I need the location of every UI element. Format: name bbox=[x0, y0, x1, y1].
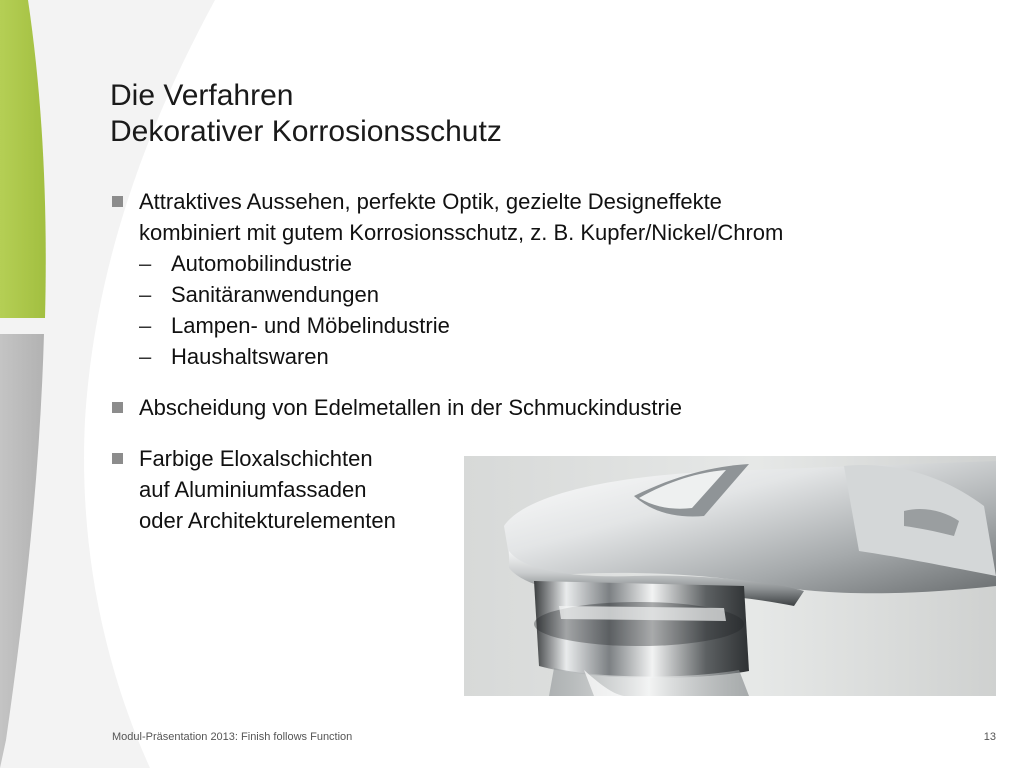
dash-bullet-icon: – bbox=[139, 282, 152, 307]
sub-bullet-item bbox=[139, 248, 930, 279]
bullet-item bbox=[110, 186, 930, 372]
square-bullet-icon bbox=[112, 402, 123, 413]
bullet-text: Abscheidung von Edelmetallen in der Schmuckindustrie bbox=[139, 395, 682, 420]
faucet-photo bbox=[464, 456, 996, 696]
sub-bullet-text: Sanitäranwendungen bbox=[171, 282, 379, 307]
sub-bullet-text: Automobilindustrie bbox=[171, 251, 352, 276]
title-line-2: Dekorativer Korrosionsschutz bbox=[110, 115, 502, 148]
title-line-1: Die Verfahren bbox=[110, 79, 294, 112]
dash-bullet-icon: – bbox=[139, 344, 152, 369]
page-number: 13 bbox=[983, 731, 996, 743]
sub-bullet-text: Lampen- und Möbelindustrie bbox=[171, 313, 450, 338]
sub-bullet-list bbox=[139, 248, 930, 372]
sub-bullet-item bbox=[139, 279, 930, 310]
footer-text: Modul-Präsentation 2013: Finish follows Function bbox=[112, 731, 353, 743]
dash-bullet-icon: – bbox=[139, 251, 152, 276]
sub-bullet-item bbox=[139, 341, 930, 372]
sub-bullet-text: Haushaltswaren bbox=[171, 344, 329, 369]
square-bullet-icon bbox=[112, 453, 123, 464]
slide-title bbox=[110, 78, 502, 150]
square-bullet-icon bbox=[112, 196, 123, 207]
bullet-item bbox=[110, 392, 930, 423]
bullet-text: Attraktives Aussehen, perfekte Optik, gezielte Designeffekte kombiniert mit gutem Korrosionsschutz, z. B. Kupfer/Nickel/Chrom bbox=[139, 189, 784, 245]
bullet-text: Farbige Eloxalschichten auf Aluminiumfassaden oder Architekturelementen bbox=[139, 446, 396, 533]
dash-bullet-icon: – bbox=[139, 313, 152, 338]
sub-bullet-item bbox=[139, 310, 930, 341]
